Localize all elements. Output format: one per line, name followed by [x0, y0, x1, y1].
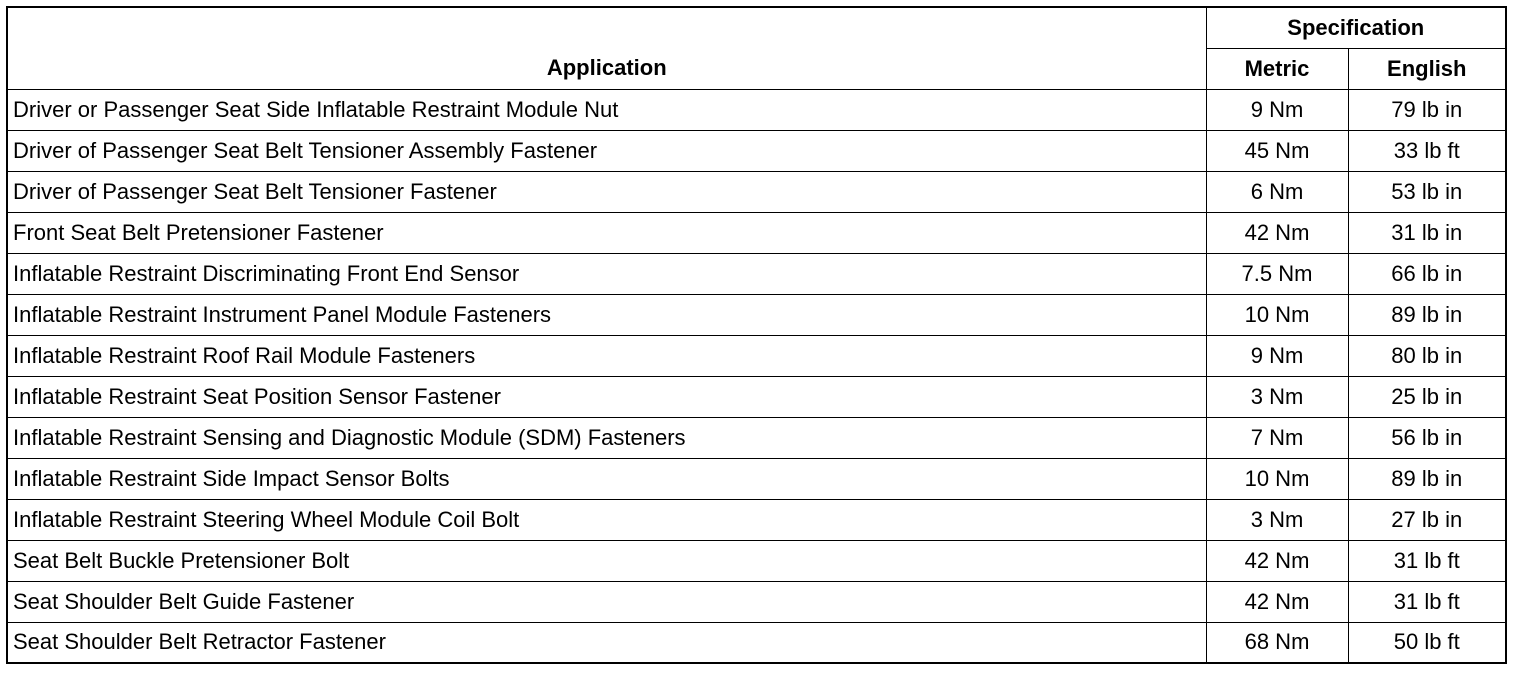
- application-cell: Inflatable Restraint Steering Wheel Module Coil Bolt: [7, 499, 1206, 540]
- metric-cell: 3 Nm: [1206, 499, 1348, 540]
- table-row: [7, 458, 1506, 499]
- application-cell: Inflatable Restraint Roof Rail Module Fasteners: [7, 335, 1206, 376]
- table-row: [7, 499, 1506, 540]
- english-cell: 27 lb in: [1348, 499, 1506, 540]
- table-row: [7, 212, 1506, 253]
- table-row: [7, 294, 1506, 335]
- table-row: [7, 335, 1506, 376]
- metric-cell: 3 Nm: [1206, 376, 1348, 417]
- table-header: [7, 7, 1506, 89]
- metric-cell: 7.5 Nm: [1206, 253, 1348, 294]
- metric-cell: 42 Nm: [1206, 212, 1348, 253]
- table-row: [7, 171, 1506, 212]
- english-cell: 50 lb ft: [1348, 622, 1506, 663]
- torque-spec-table: [6, 6, 1507, 664]
- table-body: [7, 89, 1506, 663]
- english-cell: 80 lb in: [1348, 335, 1506, 376]
- english-cell: 66 lb in: [1348, 253, 1506, 294]
- application-cell: Inflatable Restraint Side Impact Sensor Bolts: [7, 458, 1206, 499]
- table-row: [7, 130, 1506, 171]
- application-cell: Seat Shoulder Belt Guide Fastener: [7, 581, 1206, 622]
- english-cell: 25 lb in: [1348, 376, 1506, 417]
- application-cell: Inflatable Restraint Instrument Panel Module Fasteners: [7, 294, 1206, 335]
- metric-cell: 68 Nm: [1206, 622, 1348, 663]
- application-cell: Inflatable Restraint Discriminating Front End Sensor: [7, 253, 1206, 294]
- metric-cell: 45 Nm: [1206, 130, 1348, 171]
- application-cell: Seat Shoulder Belt Retractor Fastener: [7, 622, 1206, 663]
- specification-header: Specification: [1206, 7, 1506, 48]
- metric-cell: 9 Nm: [1206, 335, 1348, 376]
- table-row: [7, 253, 1506, 294]
- english-cell: 89 lb in: [1348, 458, 1506, 499]
- metric-cell: 42 Nm: [1206, 581, 1348, 622]
- metric-cell: 10 Nm: [1206, 294, 1348, 335]
- table-row: [7, 376, 1506, 417]
- application-cell: Seat Belt Buckle Pretensioner Bolt: [7, 540, 1206, 581]
- header-row-top: [7, 7, 1506, 48]
- application-cell: Inflatable Restraint Sensing and Diagnostic Module (SDM) Fasteners: [7, 417, 1206, 458]
- metric-header: Metric: [1206, 48, 1348, 89]
- english-cell: 89 lb in: [1348, 294, 1506, 335]
- table-row: [7, 89, 1506, 130]
- table-row: [7, 622, 1506, 663]
- english-cell: 31 lb ft: [1348, 540, 1506, 581]
- application-cell: Driver of Passenger Seat Belt Tensioner Fastener: [7, 171, 1206, 212]
- english-cell: 79 lb in: [1348, 89, 1506, 130]
- metric-cell: 6 Nm: [1206, 171, 1348, 212]
- application-cell: Front Seat Belt Pretensioner Fastener: [7, 212, 1206, 253]
- application-header: Application: [7, 7, 1206, 89]
- metric-cell: 42 Nm: [1206, 540, 1348, 581]
- application-cell: Driver or Passenger Seat Side Inflatable Restraint Module Nut: [7, 89, 1206, 130]
- metric-cell: 7 Nm: [1206, 417, 1348, 458]
- table-row: [7, 540, 1506, 581]
- english-cell: 53 lb in: [1348, 171, 1506, 212]
- metric-cell: 9 Nm: [1206, 89, 1348, 130]
- table-row: [7, 581, 1506, 622]
- application-cell: Driver of Passenger Seat Belt Tensioner Assembly Fastener: [7, 130, 1206, 171]
- english-header: English: [1348, 48, 1506, 89]
- metric-cell: 10 Nm: [1206, 458, 1348, 499]
- table-row: [7, 417, 1506, 458]
- english-cell: 56 lb in: [1348, 417, 1506, 458]
- english-cell: 31 lb ft: [1348, 581, 1506, 622]
- english-cell: 33 lb ft: [1348, 130, 1506, 171]
- application-cell: Inflatable Restraint Seat Position Sensor Fastener: [7, 376, 1206, 417]
- english-cell: 31 lb in: [1348, 212, 1506, 253]
